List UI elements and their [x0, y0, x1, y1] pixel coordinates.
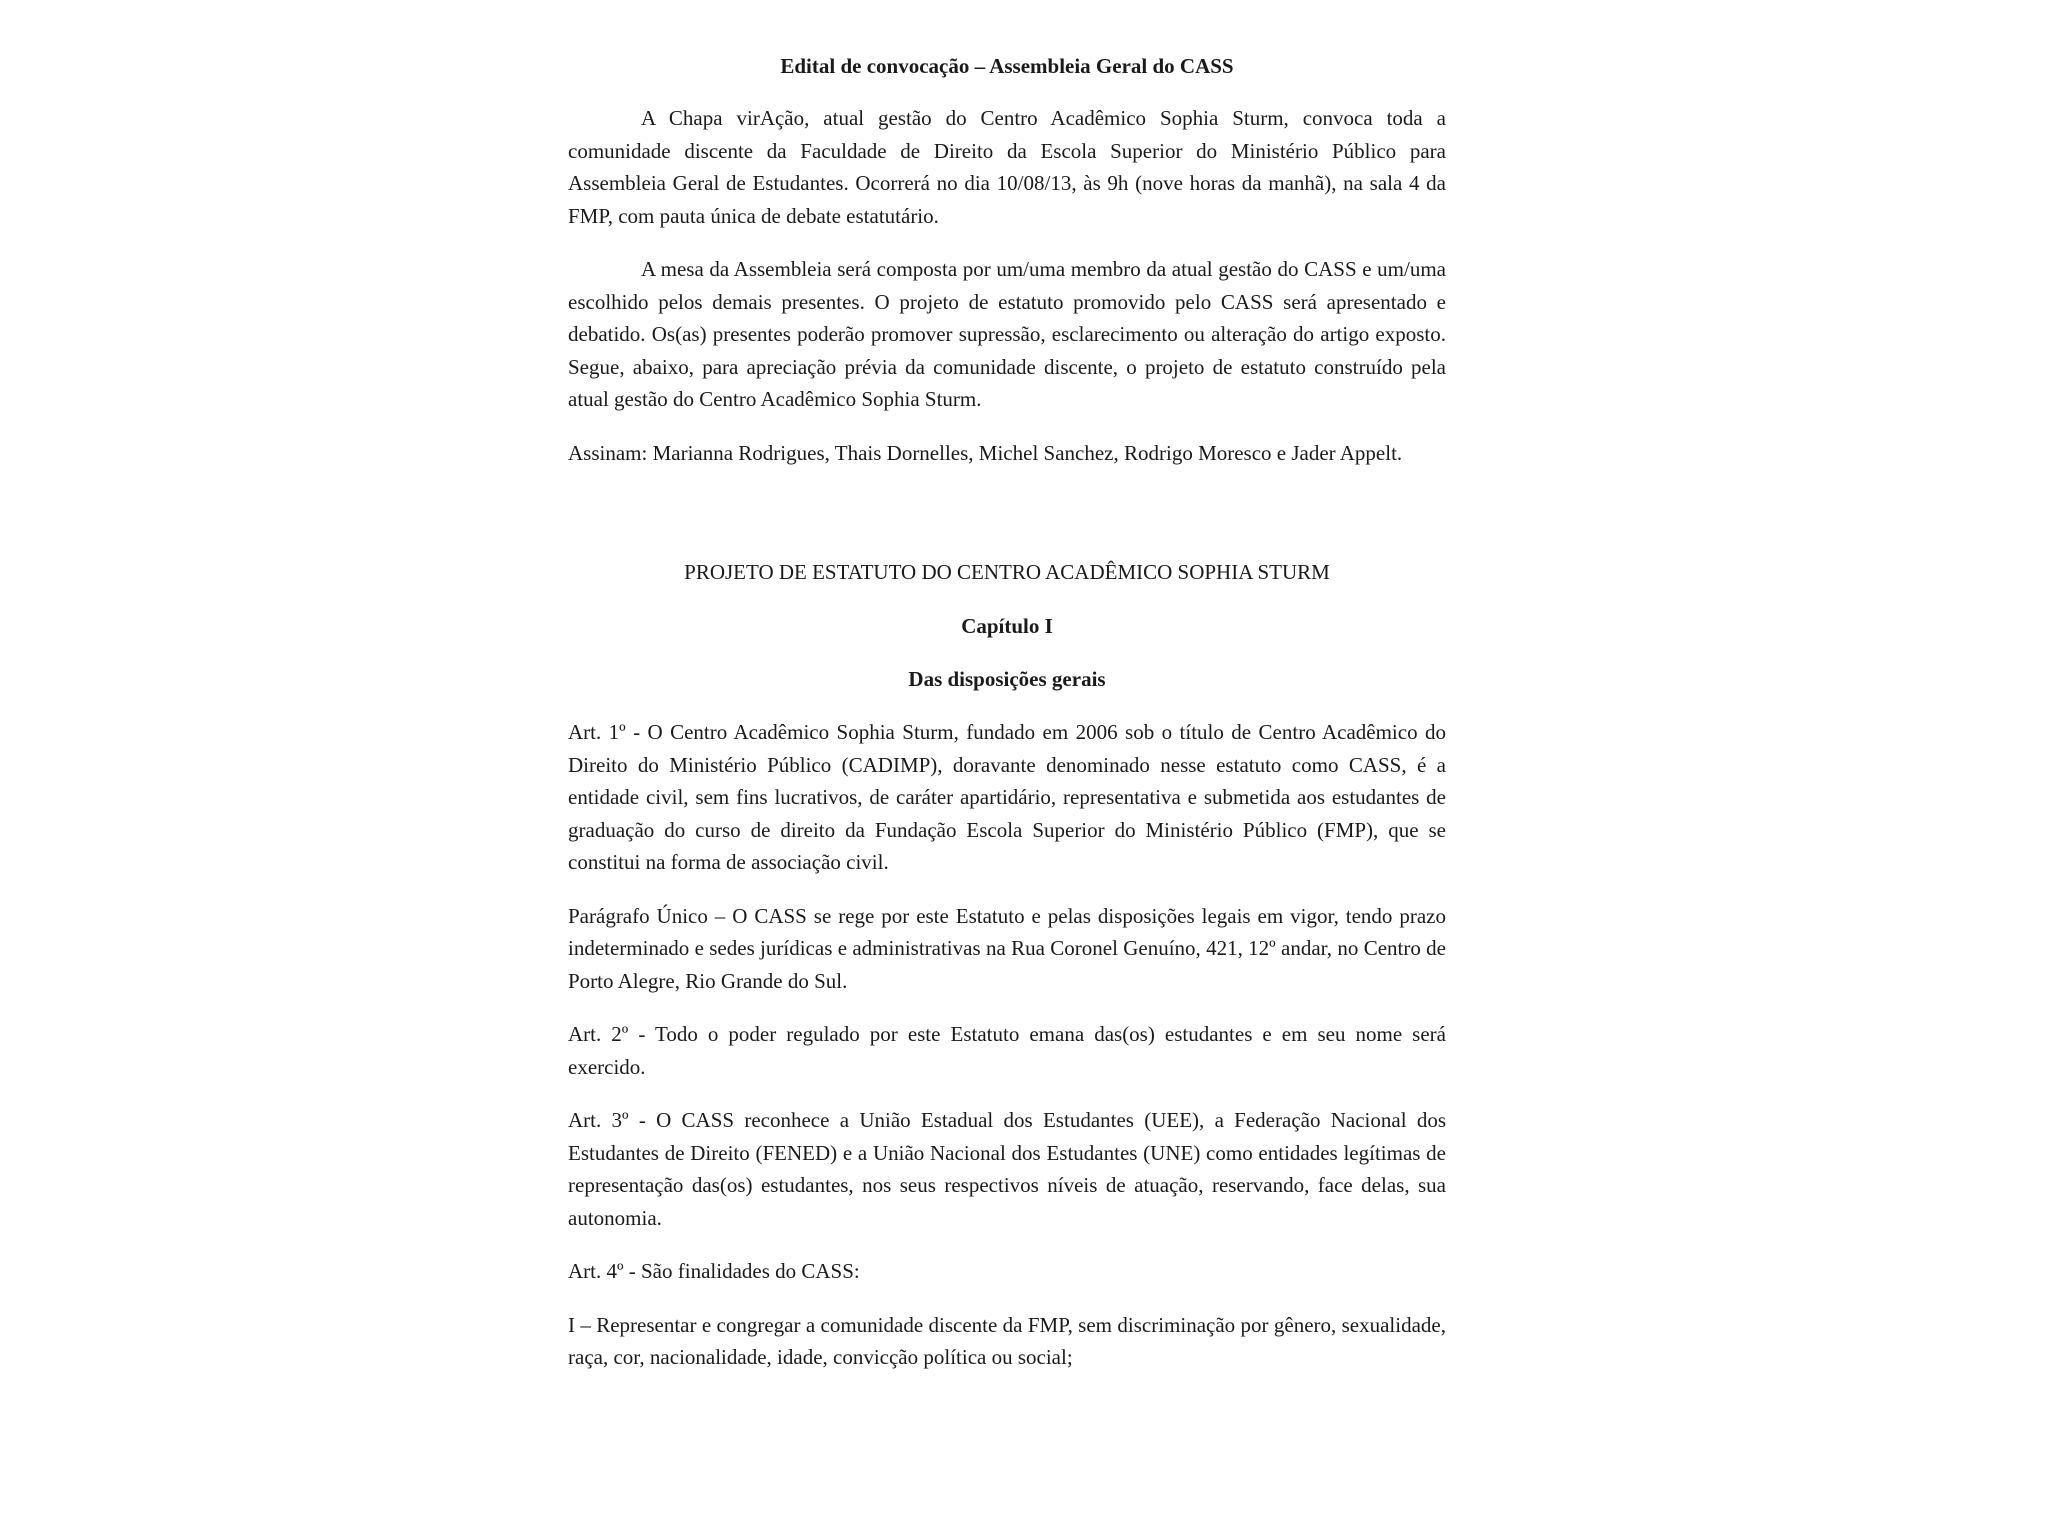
article-4: Art. 4º - São finalidades do CASS:	[568, 1259, 860, 1283]
article-1-paragraph-unico: Parágrafo Único – O CASS se rege por este Estatuto e pelas disposições legais em vigor, tendo prazo indeterminado e sedes jurídicas e administrativas na Rua Coronel Genuíno, 421, 12º andar, no Centro de Porto Alegre, Rio Grande do Sul.	[568, 903, 1446, 993]
article-4-item-i: I – Representar e congregar a comunidade discente da FMP, sem discriminação por gênero, sexualidade, raça, cor, nacionalidade, idade, convicção política ou social;	[568, 1312, 1446, 1369]
document-page	[568, 50, 1446, 1395]
article-2: Art. 2º - Todo o poder regulado por este Estatuto emana das(os) estudantes e em seu nome será exercido.	[568, 1022, 1446, 1079]
edital-title: Edital de convocação – Assembleia Geral do CASS	[780, 54, 1234, 78]
article-1: Art. 1º - O Centro Acadêmico Sophia Sturm, fundado em 2006 sob o título de Centro Acadêmico do Direito do Ministério Público (CADIMP), doravante denominado nesse estatuto como CASS, é a entidade civil, sem fins lucrativos, de caráter apartidário, representativa e submetida aos estudantes de graduação do curso de direito da Fundação Escola Superior do Ministério Público (FMP), que se constitui na forma de associação civil.	[568, 720, 1446, 874]
edital-signatures: Assinam: Marianna Rodrigues, Thais Dornelles, Michel Sanchez, Rodrigo Moresco e Jader Appelt.	[568, 440, 1403, 465]
chapter-title: Capítulo I	[961, 614, 1053, 638]
estatuto-title: PROJETO DE ESTATUTO DO CENTRO ACADÊMICO SOPHIA STURM	[684, 560, 1330, 584]
edital-paragraph-1: A Chapa virAção, atual gestão do Centro Acadêmico Sophia Sturm, convoca toda a comunidade discente da Faculdade de Direito da Escola Superior do Ministério Público para Assembleia Geral de Estudantes. Ocorrerá no dia 10/08/13, às 9h (nove horas da manhã), na sala 4 da FMP, com pauta única de debate estatutário.	[568, 106, 1446, 228]
article-3: Art. 3º - O CASS reconhece a União Estadual dos Estudantes (UEE), a Federação Nacional dos Estudantes de Direito (FENED) e a União Nacional dos Estudantes (UNE) como entidades legítimas de representação das(os) estudantes, nos seus respectivos níveis de atuação, reservando, face delas, sua autonomia.	[568, 1108, 1446, 1230]
section-spacer	[568, 490, 1446, 556]
chapter-subtitle: Das disposições gerais	[908, 667, 1106, 691]
edital-paragraph-2: A mesa da Assembleia será composta por um/uma membro da atual gestão do CASS e um/uma escolhido pelos demais presentes. O projeto de estatuto promovido pelo CASS será apresentado e debatido. Os(as) presentes poderão promover supressão, esclarecimento ou alteração do artigo exposto. Segue, abaixo, para apreciação prévia da comunidade discente, o projeto de estatuto construído pela atual gestão do Centro Acadêmico Sophia Sturm.	[568, 257, 1446, 411]
